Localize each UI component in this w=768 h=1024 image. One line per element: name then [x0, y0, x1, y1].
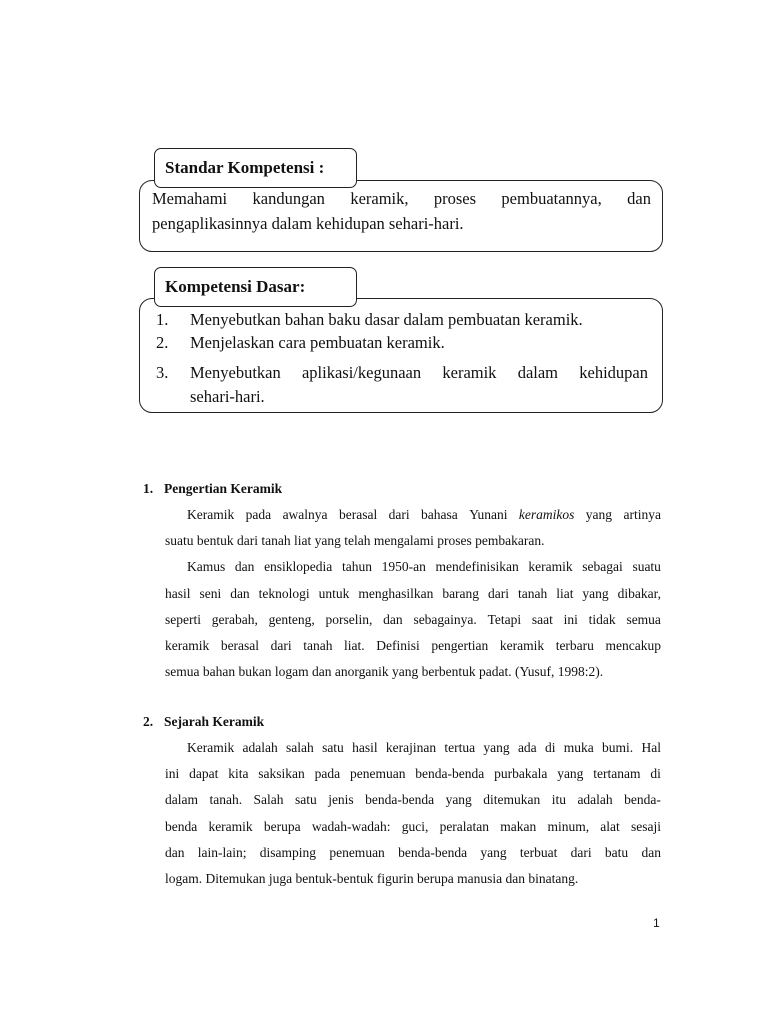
word: logam. [165, 871, 206, 886]
standar-kompetensi-word: kandungan [252, 189, 325, 208]
word: liat [294, 533, 315, 549]
list-text: Menyebutkan bahan baku dasar dalam pembuatan keramik. [190, 310, 583, 329]
paragraph-line [165, 818, 661, 836]
word: terbaru [555, 638, 594, 653]
word: pengertian [431, 638, 489, 653]
word: porselin, [325, 611, 373, 627]
word: 1998:2). [557, 664, 604, 680]
paragraph-line [165, 532, 544, 550]
word: adalah [577, 792, 613, 808]
list-text-line-2: sehari-hari. [190, 387, 265, 406]
word: penemuan [349, 766, 406, 782]
standar-kompetensi-word: pembuatannya, [501, 189, 602, 208]
word: yang [582, 585, 609, 601]
section-2-heading [143, 714, 443, 734]
word: dari [388, 507, 410, 522]
paragraph-line [165, 585, 661, 603]
word: berupa [416, 871, 458, 886]
standar-kompetensi-content [152, 186, 651, 236]
word: gerabah, [211, 611, 258, 627]
word: keramik [165, 638, 210, 653]
kompetensi-dasar-word: dalam [517, 363, 559, 382]
word: Salah [253, 792, 284, 808]
paragraph-line [187, 558, 661, 576]
word: benda-benda [365, 792, 435, 808]
section-title: Sejarah Keramik [164, 714, 265, 729]
word: berupa [263, 818, 301, 834]
list-number: 3. [156, 363, 169, 382]
word: Tetapi [487, 611, 522, 627]
kompetensi-dasar-title [154, 267, 357, 307]
word: manusia [457, 871, 506, 886]
word: lain-lain; [197, 844, 247, 860]
word: alat [600, 818, 620, 834]
word: yang [391, 664, 422, 680]
word: penemuan [329, 844, 385, 860]
word: muka [563, 740, 594, 755]
word: berbentuk [421, 664, 479, 680]
word: liat. [344, 638, 365, 653]
standar-kompetensi-word: dan [627, 189, 651, 208]
kompetensi-dasar-word: kehidupan [579, 363, 648, 382]
standar-kompetensi-line-2: pengaplikasinnya dalam kehidupan sehari-hari. [152, 214, 464, 233]
word: tanah [303, 638, 333, 653]
word: benda-benda [398, 844, 468, 860]
word: jenis [328, 792, 354, 808]
word: yang [445, 792, 472, 808]
word: sebagainya. [413, 611, 477, 627]
kompetensi-dasar-word: Menyebutkan [190, 363, 281, 382]
word: hasil [352, 740, 378, 755]
word: Ditemukan [205, 871, 269, 886]
word: dan [311, 664, 335, 680]
paragraph-line [165, 765, 661, 783]
word: di [544, 740, 556, 755]
word: suatu [632, 559, 661, 575]
word: pembakaran. [475, 533, 545, 549]
word: dalam [165, 792, 198, 808]
paragraph-line [165, 844, 661, 862]
paragraph-line [187, 506, 661, 524]
word: dan [165, 844, 185, 860]
word: keramik [208, 818, 253, 834]
word: sebagai [582, 559, 623, 575]
word: ditemukan [483, 792, 541, 808]
word: adalah [242, 740, 278, 755]
word: dan [641, 844, 661, 860]
word: keramikos [518, 507, 575, 522]
kompetensi-dasar-word: keramik [442, 363, 497, 382]
kompetensi-dasar-item-3 [156, 361, 650, 411]
word: teknologi [258, 585, 310, 601]
paragraph-line [187, 739, 661, 757]
word: yang [483, 740, 510, 755]
standar-kompetensi-word: proses [433, 189, 477, 208]
standar-kompetensi-title-text: Standar Kompetensi : [165, 158, 325, 177]
paragraph-line [165, 637, 661, 655]
word: tahun [341, 559, 372, 575]
word: ini [563, 611, 578, 627]
paragraph-line [165, 791, 661, 809]
word: ini [165, 766, 180, 782]
word: ensiklopedia [264, 559, 333, 575]
word: satu [322, 740, 344, 755]
page-number: 1 [653, 916, 660, 930]
word: di [650, 766, 661, 782]
word: pada [314, 766, 341, 782]
word: tanah [261, 533, 294, 549]
word: tanah. [209, 792, 243, 808]
word: bentuk-bentuk [295, 871, 377, 886]
word: awalnya [282, 507, 328, 522]
word: Keramik [187, 740, 235, 755]
list-text-line-1 [190, 361, 648, 385]
word: proses [437, 533, 476, 549]
word: berasal [338, 507, 378, 522]
paragraph-line [165, 663, 603, 681]
word: benda- [624, 792, 661, 808]
word: yang [314, 533, 345, 549]
section-title: Pengertian Keramik [164, 481, 283, 496]
word: bumi. [602, 740, 634, 755]
word: berasal [220, 638, 260, 653]
word: juga [268, 871, 296, 886]
word: Keramik [187, 507, 235, 522]
paragraph-line [165, 611, 661, 629]
word: anorganik [334, 664, 392, 680]
word: mengalami [373, 533, 438, 549]
word: satu [294, 792, 317, 808]
word: Yunani [469, 507, 508, 522]
word: bahasa [421, 507, 458, 522]
word: disamping [259, 844, 317, 860]
word: dan [505, 871, 529, 886]
word: (Yusuf, [514, 664, 558, 680]
word: benda [165, 818, 198, 834]
word: dari [270, 638, 292, 653]
standar-kompetensi-word: keramik, [350, 189, 409, 208]
standar-kompetensi-line-1 [152, 186, 651, 211]
word: seperti [165, 611, 201, 627]
word: kerajinan [385, 740, 437, 755]
word: purbakala [494, 766, 548, 782]
word: tertanam [593, 766, 641, 782]
word: Hal [641, 740, 661, 755]
word: itu [551, 792, 566, 808]
word: yang [480, 844, 507, 860]
word: binatang. [528, 871, 579, 886]
word: bentuk [196, 533, 237, 549]
word: 1950-an [381, 559, 426, 575]
word: keramik [528, 559, 573, 575]
word: menghasilkan [358, 585, 434, 601]
word: makan [500, 818, 537, 834]
word: seni [199, 585, 222, 601]
word: dan [234, 559, 255, 575]
word: keramik [499, 638, 545, 653]
word: Definisi [376, 638, 420, 653]
word: figurin [376, 871, 417, 886]
section-1-heading [143, 481, 443, 501]
word: dapat [189, 766, 219, 782]
word: salah [286, 740, 314, 755]
word: ada [517, 740, 537, 755]
word: dan [230, 585, 250, 601]
kompetensi-dasar-word: aplikasi/kegunaan [301, 363, 422, 382]
word: saksikan [258, 766, 305, 782]
word: mencakup [605, 638, 661, 653]
section-number: 1. [143, 481, 154, 496]
word: Kamus [187, 559, 226, 575]
word: kita [228, 766, 249, 782]
word: dari [488, 585, 510, 601]
word: tidak [588, 611, 616, 627]
word: semua [626, 611, 661, 627]
kompetensi-dasar-title-text: Kompetensi Dasar: [165, 277, 306, 296]
word: untuk [318, 585, 350, 601]
word: logam [274, 664, 312, 680]
word: tanah [517, 585, 548, 601]
word: peralatan [439, 818, 490, 834]
word: bahan [202, 664, 239, 680]
section-number: 2. [143, 714, 154, 729]
word: dibakar, [617, 585, 661, 601]
word: yang [557, 766, 584, 782]
word: suatu [165, 533, 197, 549]
word: tertua [444, 740, 476, 755]
word: batu [604, 844, 629, 860]
word: semua [165, 664, 203, 680]
word: artinya [623, 507, 661, 522]
word: dari [570, 844, 592, 860]
word: genteng, [268, 611, 315, 627]
list-text: Menjelaskan cara pembuatan keramik. [190, 333, 445, 352]
word: saat [531, 611, 553, 627]
word: bukan [238, 664, 275, 680]
word: sesaji [630, 818, 661, 834]
list-number: 1. [156, 310, 169, 329]
word: liat [556, 585, 574, 601]
word: terbuat [519, 844, 558, 860]
word: benda-benda [415, 766, 485, 782]
word: hasil [165, 585, 191, 601]
standar-kompetensi-title [154, 148, 357, 188]
standar-kompetensi-word: Memahami [152, 189, 228, 208]
word: padat. [478, 664, 515, 680]
list-number: 2. [156, 333, 169, 352]
word: dari [237, 533, 262, 549]
word: guci, [401, 818, 429, 834]
word: barang [442, 585, 480, 601]
word: minum, [547, 818, 590, 834]
paragraph-line [165, 870, 578, 888]
word: yang [585, 507, 613, 522]
word: pada [245, 507, 272, 522]
word: telah [344, 533, 374, 549]
word: dan [383, 611, 403, 627]
word: mendefinisikan [435, 559, 519, 575]
word: wadah-wadah: [311, 818, 391, 834]
